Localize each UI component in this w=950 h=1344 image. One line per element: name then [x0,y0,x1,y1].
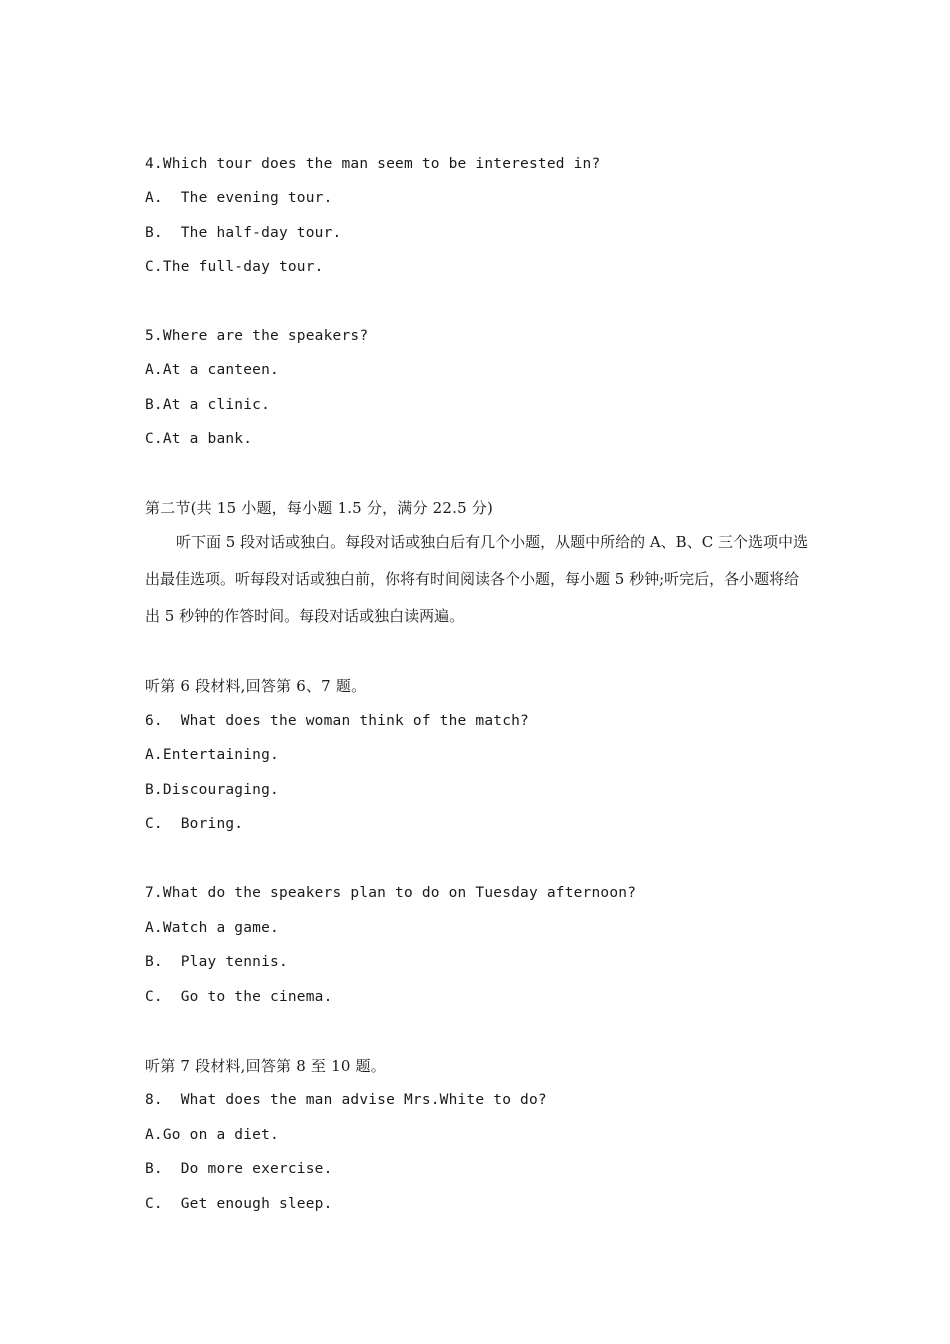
question-6-option-a: A.Entertaining. [145,747,279,763]
question-7-option-c: C. Go to the cinema. [145,989,333,1005]
question-8-option-a: A.Go on a diet. [145,1127,279,1143]
question-4: 4.Which tour does the man seem to be interested in? [145,156,601,172]
question-8-option-c: C. Get enough sleep. [145,1196,333,1212]
section-two-heading: 第二节(共 15 小题，每小题 1.5 分，满分 22.5 分) [145,499,494,517]
question-5-option-c: C.At a bank. [145,431,253,447]
question-5: 5.Where are the speakers? [145,328,369,344]
question-8-option-b: B. Do more exercise. [145,1161,333,1177]
question-7-option-a: A.Watch a game. [145,920,279,936]
question-6: 6. What does the woman think of the match? [145,713,529,729]
question-4-option-a: A. The evening tour. [145,190,333,206]
question-4-option-c: C.The full-day tour. [145,259,324,275]
question-7-option-b: B. Play tennis. [145,954,288,970]
passage-6-label: 听第 6 段材料,回答第 6、7 题。 [145,677,367,695]
question-7: 7.What do the speakers plan to do on Tuesday afternoon? [145,885,637,901]
question-5-option-a: A.At a canteen. [145,362,279,378]
question-6-option-b: B.Discouraging. [145,782,279,798]
section-two-instructions: 听下面 5 段对话或独白。每段对话或独白后有几个小题，从题中所给的 A、B、C 三个选项中选出最佳选项。听每段对话或独白前，你将有时间阅读各个小题，每小题 5 秒钟;听完后，各小题将给出 5 秒钟的作答时间。每段对话或独白读两遍。 [145,533,808,625]
passage-7-label: 听第 7 段材料,回答第 8 至 10 题。 [145,1057,386,1075]
question-4-option-b: B. The half-day tour. [145,225,342,241]
question-5-option-b: B.At a clinic. [145,397,271,413]
question-8: 8. What does the man advise Mrs.White to do? [145,1092,547,1108]
question-6-option-c: C. Boring. [145,816,244,832]
